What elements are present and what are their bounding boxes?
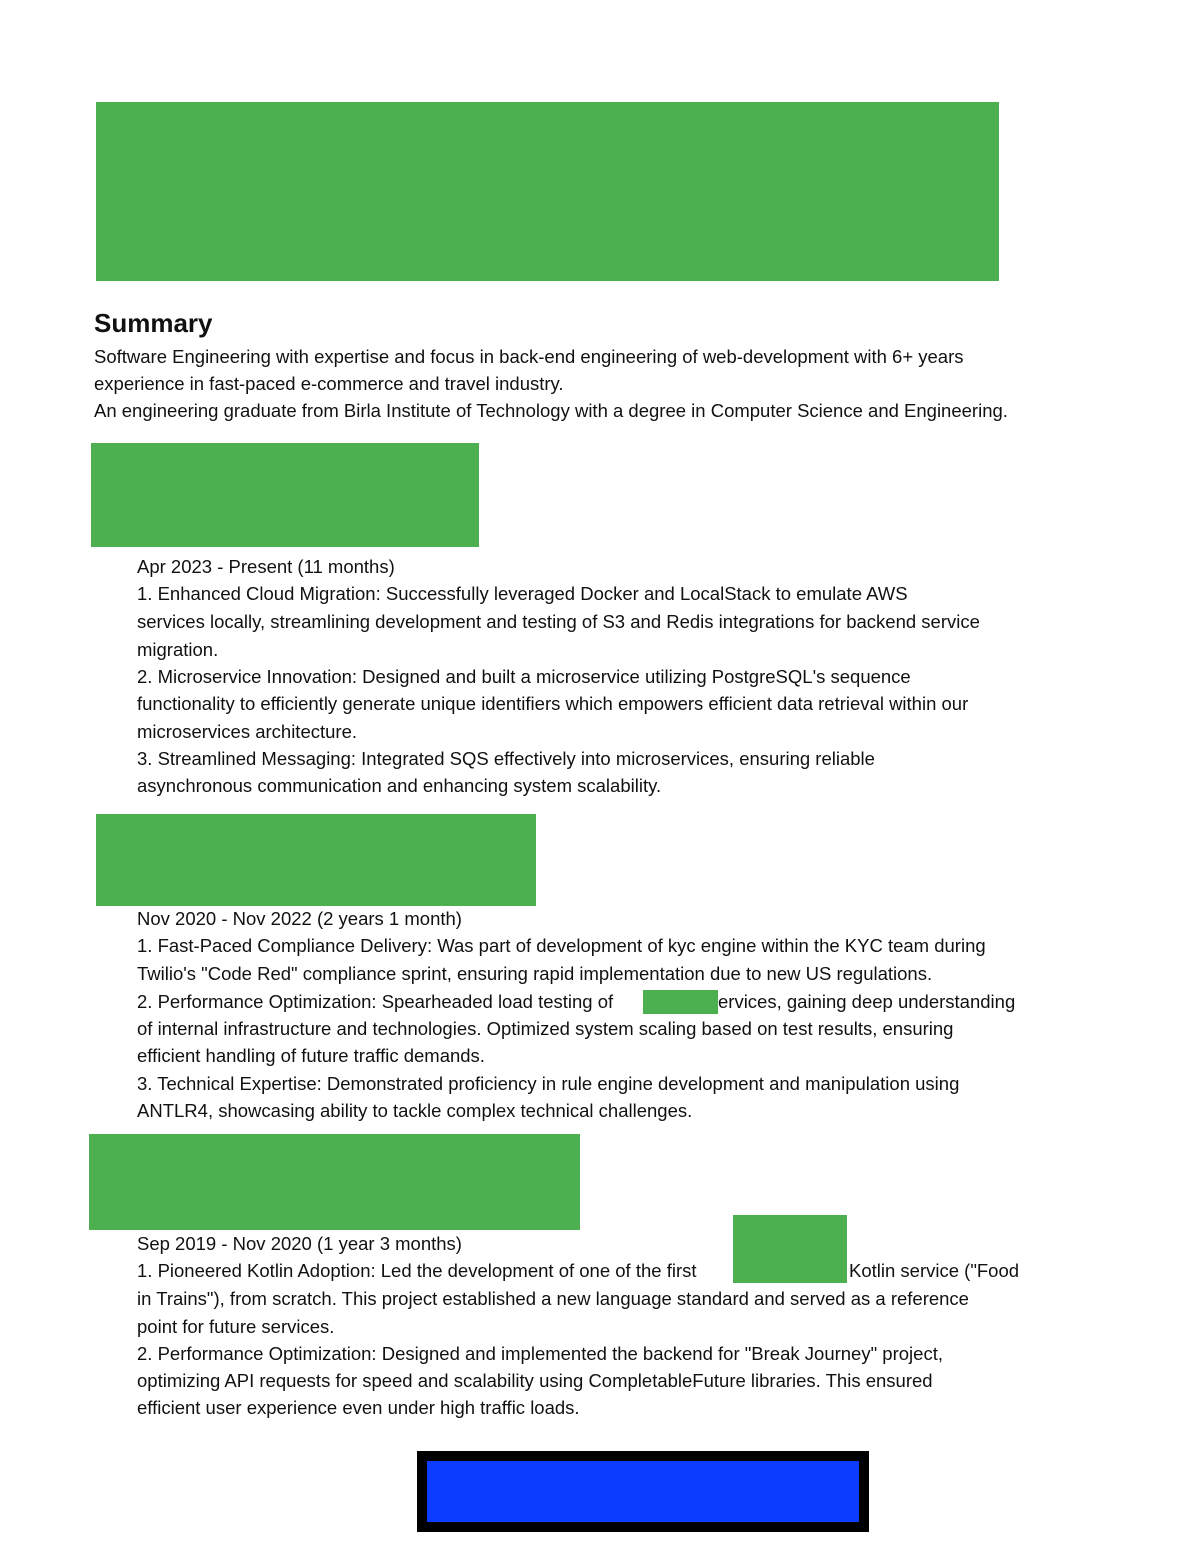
- job-3-line: optimizing API requests for speed and scalability using CompletableFuture libraries. This ensured: [137, 1370, 933, 1391]
- job-2-line: Twilio's "Code Red" compliance sprint, ensuring rapid implementation due to new US regulations.: [137, 963, 933, 984]
- summary-line: An engineering graduate from Birla Institute of Technology with a degree in Computer Science and Engineering.: [94, 400, 1008, 421]
- job-1-line: services locally, streamlining development and testing of S3 and Redis integrations for backend service: [137, 611, 980, 632]
- job-3-line: 1. Pioneered Kotlin Adoption: Led the development of one of the first: [137, 1260, 697, 1281]
- job-1-line: microservices architecture.: [137, 721, 358, 742]
- job-3-line: 2. Performance Optimization: Designed and implemented the backend for "Break Journey" project,: [137, 1343, 943, 1364]
- job-3-line: in Trains"), from scratch. This project established a new language standard and served as a reference: [137, 1288, 969, 1309]
- summary-heading: Summary: [94, 308, 213, 338]
- summary-line: Software Engineering with expertise and focus in back-end engineering of web-development with 6+ years: [94, 346, 964, 367]
- job-2-line: 2. Performance Optimization: Spearheaded load testing of: [137, 991, 614, 1012]
- job-dates-1: Apr 2023 - Present (11 months): [137, 556, 395, 577]
- job-1-line: functionality to efficiently generate unique identifiers which empowers efficient data retrieval within our: [137, 693, 969, 714]
- job-1-line: 2. Microservice Innovation: Designed and built a microservice utilizing PostgreSQL's sequence: [137, 666, 911, 687]
- redacted-inline-company-name: [643, 990, 718, 1014]
- job-2-line-continued: ervices, gaining deep understanding: [718, 991, 1016, 1012]
- redacted-job-title-3: [89, 1134, 580, 1230]
- redacted-job-title-1: [91, 443, 479, 547]
- job-2-line: 3. Technical Expertise: Demonstrated proficiency in rule engine development and manipulation using: [137, 1073, 960, 1094]
- job-3-line: point for future services.: [137, 1316, 335, 1337]
- job-2-line: ANTLR4, showcasing ability to tackle complex technical challenges.: [137, 1100, 693, 1121]
- redacted-footer-box: [417, 1451, 869, 1532]
- redacted-inline-company-name: [733, 1215, 847, 1283]
- job-3-line-continued: Kotlin service ("Food: [849, 1260, 1020, 1281]
- job-3-line: efficient user experience even under high traffic loads.: [137, 1397, 580, 1418]
- job-dates-3: Sep 2019 - Nov 2020 (1 year 3 months): [137, 1233, 462, 1254]
- redacted-footer-box-fill: [427, 1461, 859, 1522]
- job-2-line: efficient handling of future traffic demands.: [137, 1045, 485, 1066]
- job-1-line: migration.: [137, 639, 219, 660]
- redacted-header-block: [96, 102, 999, 281]
- redacted-job-title-2: [96, 814, 536, 906]
- job-1-line: 3. Streamlined Messaging: Integrated SQS effectively into microservices, ensuring reliable: [137, 748, 875, 769]
- job-dates-2: Nov 2020 - Nov 2022 (2 years 1 month): [137, 908, 462, 929]
- job-1-line: 1. Enhanced Cloud Migration: Successfully leveraged Docker and LocalStack to emulate AWS: [137, 583, 908, 604]
- summary-line: experience in fast-paced e-commerce and travel industry.: [94, 373, 564, 394]
- job-1-line: asynchronous communication and enhancing system scalability.: [137, 775, 662, 796]
- job-2-line: 1. Fast-Paced Compliance Delivery: Was part of development of kyc engine within the KYC team during: [137, 935, 986, 956]
- job-2-line: of internal infrastructure and technologies. Optimized system scaling based on test results, ensuring: [137, 1018, 954, 1039]
